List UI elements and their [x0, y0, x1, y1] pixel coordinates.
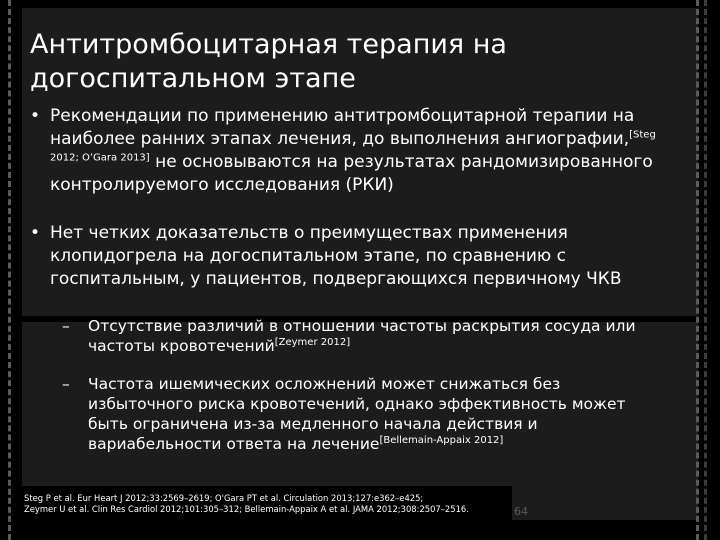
- page-number: 64: [514, 505, 528, 518]
- slide-title: Антитромбоцитарная терапия на догоспитальном этапе: [30, 29, 507, 94]
- citation: [Bellemain-Appaix 2012]: [379, 434, 504, 446]
- bullet-text: Нет четких доказательств о преимуществах применения клопидогрела на догоспитальном этапе, по сравнению с госпитальным, у пациентов, подвергающихся первичному ЧКВ: [50, 223, 622, 289]
- citation: [Zeymer 2012]: [274, 336, 351, 348]
- sub-bullet-marker: –: [62, 375, 70, 393]
- sub-bullet-text-part: Отсутствие различий в отношении частоты раскрытия сосуда или частоты кровотечений: [88, 317, 636, 355]
- bullet-recommendations: [30, 105, 670, 197]
- reference-line: Zeymer U et al. Clin Res Cardiol 2012;101:305–312; Bellemain-Appaix A et al. JAMA 2012;308:2507–2516.: [24, 504, 469, 514]
- sub-bullet-no-difference: [62, 316, 696, 356]
- references: [24, 493, 544, 515]
- left-dashed-border: [8, 0, 11, 540]
- sub-bullet-marker: –: [62, 317, 70, 335]
- bullet-marker: •: [30, 106, 41, 126]
- bullet-text-part: Рекомендации по применению антитромбоцитарной терапии на наиболее ранних этапах лечения, до выполнения ангиографии,: [50, 106, 635, 149]
- right-dashed-border: [696, 0, 699, 540]
- bullet-text: [30, 105, 670, 197]
- citation: [Steg 2012; O’Gara 2013]: [50, 129, 656, 164]
- bullet-marker: •: [30, 223, 41, 243]
- bullet-clopidogrel: [30, 222, 670, 291]
- sub-bullet-text: [62, 316, 696, 356]
- bullet-text-part-after: не основываются на результатах рандомизированного контролируемого исследования (РКИ): [50, 152, 653, 195]
- sub-bullet-text-part: Частота ишемических осложнений может снижаться без избыточного риска кровотечений, однако эффективность может быть ограничена из-за медленного начала действия и вариабельности ответа на лечение: [88, 375, 626, 453]
- right-dashed-border-outer: [704, 0, 707, 540]
- sub-bullet-text: [62, 374, 662, 454]
- sub-bullet-ischemic: [62, 374, 662, 454]
- reference-line: Steg P et al. Eur Heart J 2012;33:2569–2619; O'Gara PT et al. Circulation 2013;127:e362–e425;: [24, 493, 424, 503]
